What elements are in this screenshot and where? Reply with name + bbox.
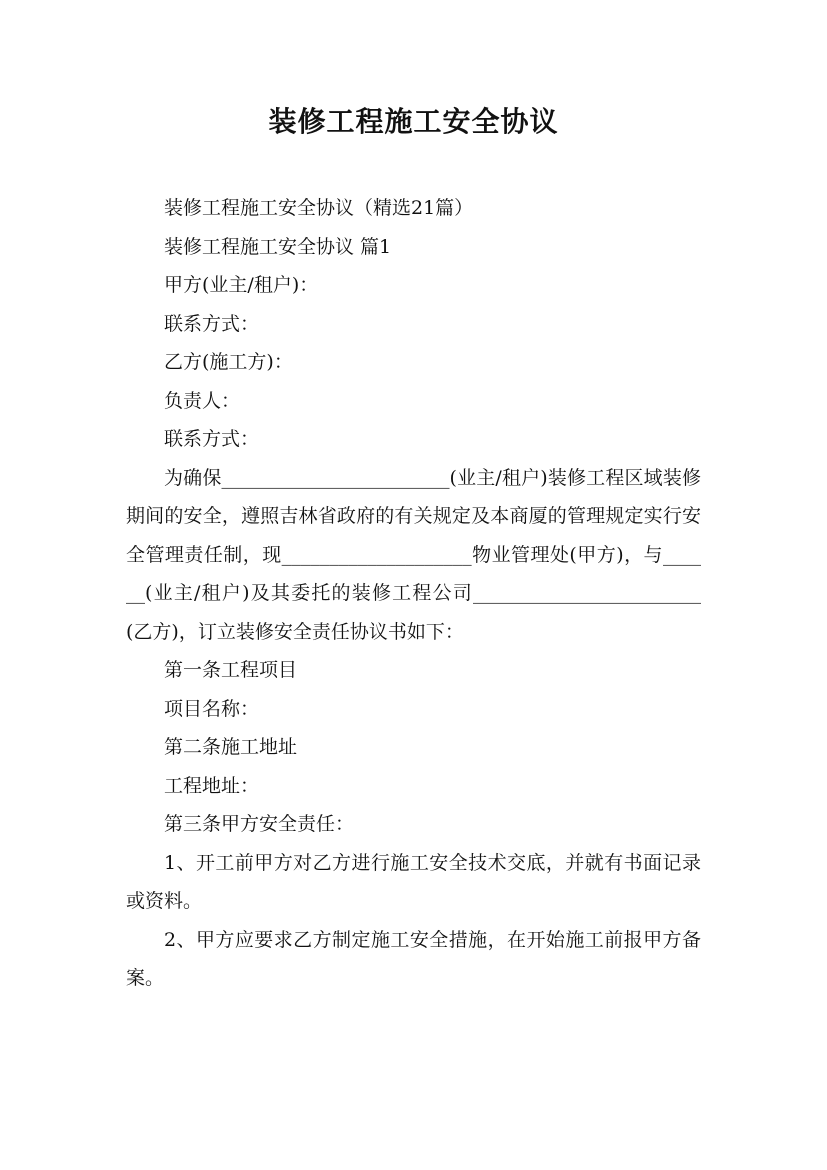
article-1-heading: 第一条工程项目 bbox=[164, 659, 298, 681]
section-heading: 装修工程施工安全协议 篇1 bbox=[164, 235, 392, 258]
party-b-contact-line: 联系方式： bbox=[164, 428, 260, 450]
party-b-line: 乙方(施工方)： bbox=[164, 351, 293, 373]
clause-2-paragraph: 2、甲方应要求乙方制定施工安全措施，在开始施工前报甲方备案。 bbox=[126, 928, 701, 989]
subtitle-line: 装修工程施工安全协议（精选21篇） bbox=[164, 197, 474, 219]
responsible-person-line: 负责人： bbox=[164, 389, 241, 412]
document-body bbox=[126, 189, 701, 998]
article-2-heading: 第二条施工地址 bbox=[164, 736, 298, 758]
party-a-line: 甲方(业主/租户)： bbox=[164, 274, 319, 296]
party-a-contact-line: 联系方式： bbox=[164, 312, 260, 335]
document-title: 装修工程施工安全协议 bbox=[268, 105, 559, 138]
preamble-paragraph: 为确保________________________(业主/租户)装修工程区域装修期间的安全，遵照吉林省政府的有关规定及本商厦的管理规定实行安全管理责任制，现____________________物业管理处(甲方)，与______(业主/租户)及其委托的装修工程公司________________________(乙方)，订立装修安全责任协议书如下： bbox=[126, 466, 701, 643]
clause-1-paragraph: 1、开工前甲方对乙方进行施工安全技术交底，并就有书面记录或资料。 bbox=[126, 851, 701, 912]
project-address-line: 工程地址： bbox=[164, 774, 260, 797]
project-name-line: 项目名称： bbox=[164, 697, 260, 720]
article-3-heading: 第三条甲方安全责任： bbox=[164, 813, 355, 835]
